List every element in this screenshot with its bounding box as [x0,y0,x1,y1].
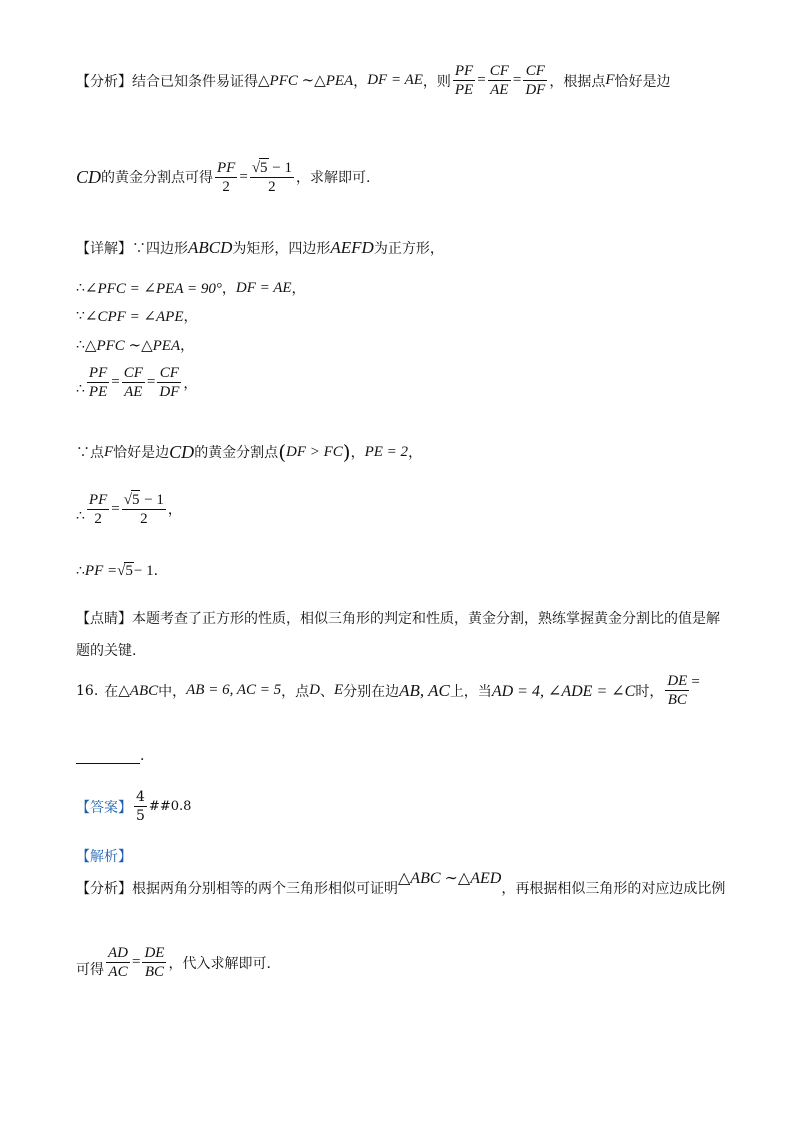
fraction-cf-ae [122,364,145,401]
answer-tag: 【答案】 [76,799,132,816]
comment-tag: 【点睛】 [76,611,132,627]
fraction-ad-ac [106,944,130,981]
text: 为正方形， [373,241,444,257]
denominator: 2 [94,510,102,527]
analysis-tag: 【分析】 [76,73,132,90]
answer-line [76,788,191,825]
denominator: PE [454,82,474,98]
numerator: DE [144,945,165,961]
math-similar: △PFC ∼△PEA [258,73,354,89]
fraction-de-bc [665,672,689,709]
fraction-de-bc [142,944,166,981]
question-number: 16. [76,682,99,699]
fraction-pf-pe [87,364,109,401]
denominator: 2 [140,511,148,527]
text: ， [350,445,365,461]
explanation-tag: 【解析】 [76,849,132,865]
equals: = [477,72,486,88]
because-symbol: ∵ [76,308,85,324]
text: ， [183,309,198,325]
math-equation: AB = 6, AC = 5 [186,682,282,698]
text: ， [408,445,423,461]
math-similar: △PFC ∼△PEA [84,337,181,354]
sqrt-five: √ 5 [251,160,268,176]
numerator: PF [217,159,236,176]
denominator: AC [108,964,128,980]
explanation-header [76,846,132,866]
math-inequality: DF > FC [286,443,343,460]
math-var: D [309,682,320,698]
text: − 1 [272,160,293,176]
step-7 [76,562,158,580]
step-5 [76,440,422,464]
numerator: PF [88,491,108,508]
numerator: AD [108,945,128,961]
math-var: E [333,682,344,698]
text: ， [353,73,368,90]
paren-open: ( [278,440,286,464]
math-var: ABCD [188,238,233,257]
question-16 [76,672,700,709]
text: 恰好是边 [614,73,671,90]
denominator: AE [490,82,509,98]
text: − 1 [144,492,164,508]
numerator: CF [159,365,179,381]
fraction-4-5 [134,788,147,825]
denominator: 2 [222,178,230,195]
denominator: DF [525,82,546,98]
text: ， [221,281,236,297]
math-var: AB, AC [399,680,450,700]
text: . [140,748,145,764]
denominator: BC [667,692,687,708]
math-equation: ∠PFC = ∠PEA = 90° [84,280,222,297]
numerator: CF [525,63,545,79]
fraction-golden [122,490,166,528]
math-var: CD [76,166,102,187]
fraction-cf-df [157,364,181,401]
equals: = [146,374,156,390]
numerator: DE [667,673,688,689]
fraction-cf-ae [488,62,511,99]
denominator: PE [88,384,108,400]
therefore-symbol: ∴ [76,381,85,397]
therefore-symbol: ∴ [76,508,85,524]
step-1 [76,278,306,298]
text: 的黄金分割点可得 [101,170,214,186]
text: ， [291,281,306,297]
therefore-symbol: ∴ [76,337,85,353]
radicand: 5 [260,160,268,176]
text: ，则 [422,73,451,90]
text: 中， [158,683,187,700]
fraction-pf-2 [87,491,109,528]
text: 题的关键. [76,643,137,659]
equals: = [239,168,248,185]
numerator: PF [88,365,108,381]
math-equation: DF = AE [235,279,292,296]
sqrt-five: √ 5 [117,563,133,579]
math-var: F [104,443,114,460]
text: 恰好是边 [113,445,170,461]
analysis-line-1 [76,62,671,99]
text: 在 [104,683,119,700]
fraction-pf-2 [215,159,237,196]
text: ，点 [281,683,310,700]
math-equation: PF = [84,562,118,579]
step-6 [76,490,182,528]
math-condition: AD = 4, ∠ADE = ∠C [491,682,636,700]
denominator: 5 [136,808,145,824]
paren-close: ) [342,440,351,464]
step-3 [76,335,194,355]
math-equation: DF = AE [367,72,423,88]
equals: = [512,72,522,88]
comment-line-2 [76,640,136,660]
analysis-line-2 [76,158,370,196]
text: ， [180,338,195,354]
step-4 [76,364,197,401]
denominator: DF [159,384,180,400]
fraction-golden [250,158,294,196]
math-var: AEFD [330,238,374,257]
text: 、 [319,683,334,700]
equals: = [111,374,120,390]
numerator: CF [123,365,143,381]
text: 上，当 [449,683,492,700]
comment-line-1 [76,608,720,628]
math-similar: △ABC ∼△AED [398,870,502,887]
explanation-line-1 [76,870,726,898]
text: ，求解即可. [296,170,371,186]
radicand: 5 [131,492,140,508]
fraction-pf-pe [453,62,475,99]
sqrt-five: √ 5 [123,492,140,508]
equals: = [691,674,700,690]
answer-alt: ##0.8 [148,799,192,814]
text: ∵点 [76,445,104,461]
text: 根据两角分别相等的两个三角形相似可证明 [132,881,398,897]
math-var: CD [169,441,195,462]
text: 结合已知条件易证得 [132,73,258,90]
math-equation: ∠CPF = ∠APE [84,308,184,325]
text: ∵四边形 [132,241,188,257]
equals: = [111,500,120,517]
denominator: AE [124,384,143,400]
text: ， [167,502,182,518]
equals: = [132,954,141,970]
math-triangle: △ABC [118,683,159,699]
detail-tag: 【详解】 [76,241,132,257]
text: 的黄金分割点 [194,445,279,461]
explanation-line-2 [76,944,271,981]
math-var: F [605,72,615,88]
numerator: PF [454,63,474,79]
numerator: 4 [136,789,145,805]
text: − 1 [133,562,154,579]
text: . [153,563,159,579]
denominator: 2 [268,179,276,195]
text: ，再根据相似三角形的对应边成比例 [501,881,726,897]
text: 本题考查了正方形的性质，相似三角形的判定和性质，黄金分割，熟练掌握黄金分割比的值是解 [132,611,720,627]
answer-blank [76,749,140,764]
answer-blank-line [76,748,144,764]
text: ，根据点 [549,73,606,90]
detail-line [76,238,444,258]
text: ， [183,375,198,392]
text: 可得 [76,962,104,978]
fraction-cf-df [523,62,547,99]
numerator: CF [489,63,509,79]
therefore-symbol: ∴ [76,563,85,579]
analysis-tag: 【分析】 [76,881,132,897]
radicand: 5 [125,563,133,579]
math-equation: PE = 2 [364,443,409,460]
text: 为矩形，四边形 [232,241,331,257]
text: ，代入求解即可. [168,955,271,972]
denominator: BC [144,964,165,980]
text: 分别在边 [343,683,400,700]
text: 时， [635,683,664,700]
therefore-symbol: ∴ [76,280,85,296]
step-2 [76,306,198,326]
